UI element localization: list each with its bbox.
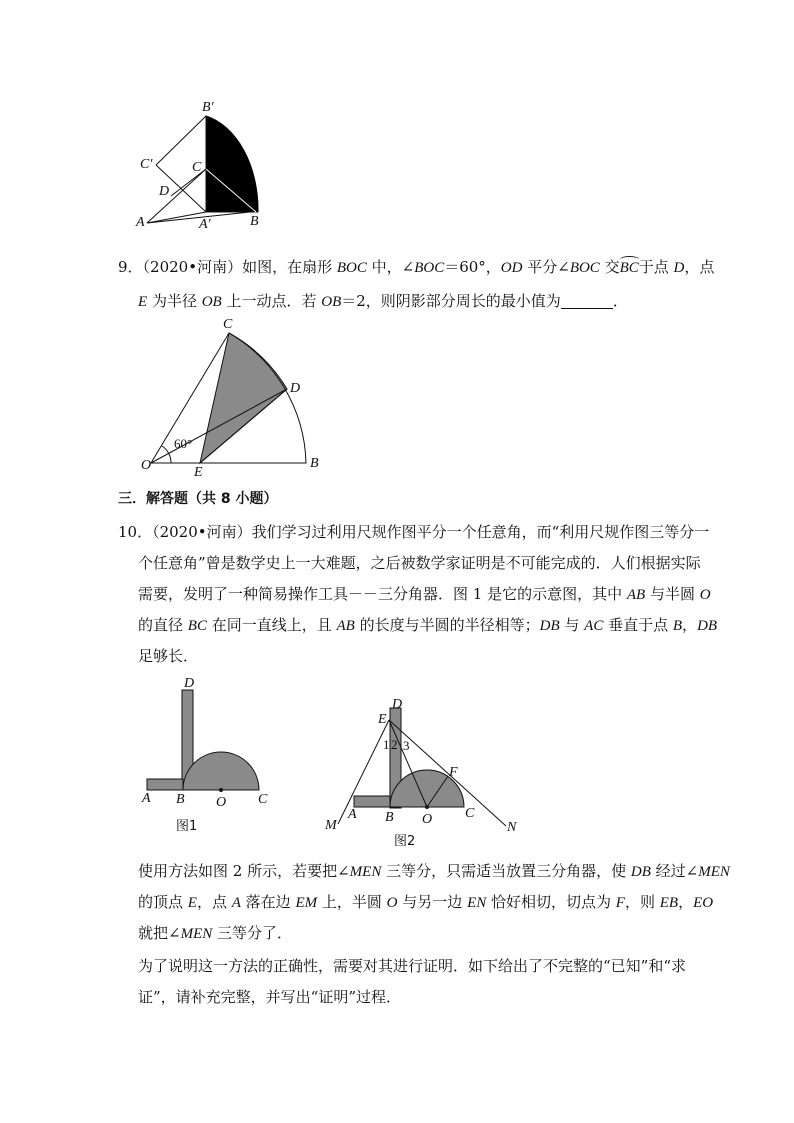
label-a: A: [348, 807, 357, 822]
caption-fig1: 图1: [176, 819, 198, 834]
q10-proof-line2: 证”，请补充完整，并写出“证明”过程．: [138, 988, 402, 1006]
q10-line1: 10．（2020•河南）我们学习过利用尺规作图平分一个任意角，而“利用尺规作图三等分一: [118, 523, 710, 541]
figure-sector: [138, 312, 328, 480]
label-o: O: [422, 812, 433, 827]
q10-usage-line2: 的顶点 E，点 A 落在边 EM 上，半圆 O 与另一边 EN 恰好相切，切点为 F，则 EB，EO: [138, 893, 714, 911]
label-d: D: [290, 381, 301, 396]
section-title: 三．解答题（共 8 小题）: [118, 491, 278, 507]
label-b: B: [385, 810, 394, 825]
label-e: E: [378, 712, 387, 727]
q10-line3: 需要，发明了一种简易操作工具－－三分角器．图 1 是它的示意图，其中 AB 与半圆 O: [138, 585, 711, 603]
q10-proof-line1: 为了说明这一方法的正确性，需要对其进行证明．如下给出了不完整的“已知”和“求: [138, 957, 687, 975]
figure-1-trisector: [138, 672, 288, 840]
figure-rotated-triangle: [130, 100, 270, 235]
label-d: D: [392, 697, 403, 712]
label-c: C: [223, 317, 233, 332]
label-b-prime: B′: [202, 100, 214, 115]
label-a: A: [136, 215, 145, 230]
label-e: E: [194, 465, 203, 480]
label-m: M: [325, 818, 337, 833]
label-d: D: [184, 676, 195, 691]
q10-line4: 的直径 BC 在同一直线上，且 AB 的长度与半圆的半径相等；DB 与 AC 垂直于点 B，DB: [138, 616, 718, 634]
arc-bc: BC: [619, 260, 639, 276]
label-b: B: [250, 214, 259, 229]
label-n: N: [507, 820, 517, 835]
q10-usage-line1: 使用方法如图 2 所示，若要把∠MEN 三等分，只需适当放置三分角器，使 DB 经过∠MEN: [138, 862, 730, 880]
label-c: C: [465, 806, 475, 821]
label-c: C: [192, 160, 202, 175]
q9-line1: 9．（2020•河南）如图，在扇形 BOC 中，∠BOC＝60°，OD 平分∠BOC 交BC于点 D，点: [118, 258, 715, 276]
q10-line5: 足够长．: [138, 647, 199, 665]
label-angle-1: 1: [383, 737, 390, 752]
label-c-prime: C′: [140, 157, 153, 172]
answer-blank[interactable]: [561, 294, 613, 309]
label-o: O: [141, 458, 152, 473]
q9-line2: E 为半径 OB 上一动点．若 OB＝2，则阴影部分周长的最小值为 ．: [138, 292, 628, 310]
label-a-prime: A′: [199, 217, 211, 232]
label-b: B: [176, 792, 185, 807]
label-d: D: [159, 184, 170, 199]
caption-fig2: 图2: [394, 834, 416, 849]
q10-line2: 个任意角”曾是数学史上一大难题，之后被数学家证明是不可能完成的．人们根据实际: [138, 554, 701, 572]
label-angle-60: 60°: [174, 436, 193, 451]
figure-2-trisect-angle: [320, 690, 530, 848]
label-c: C: [258, 792, 268, 807]
q10-usage-line3: 就把∠MEN 三等分了．: [138, 924, 293, 942]
label-o: O: [216, 795, 227, 810]
label-b: B: [310, 456, 319, 471]
label-f: F: [449, 765, 458, 780]
label-angle-3: 3: [403, 738, 410, 753]
label-a: A: [142, 791, 151, 806]
label-angle-2: 2: [391, 737, 398, 752]
